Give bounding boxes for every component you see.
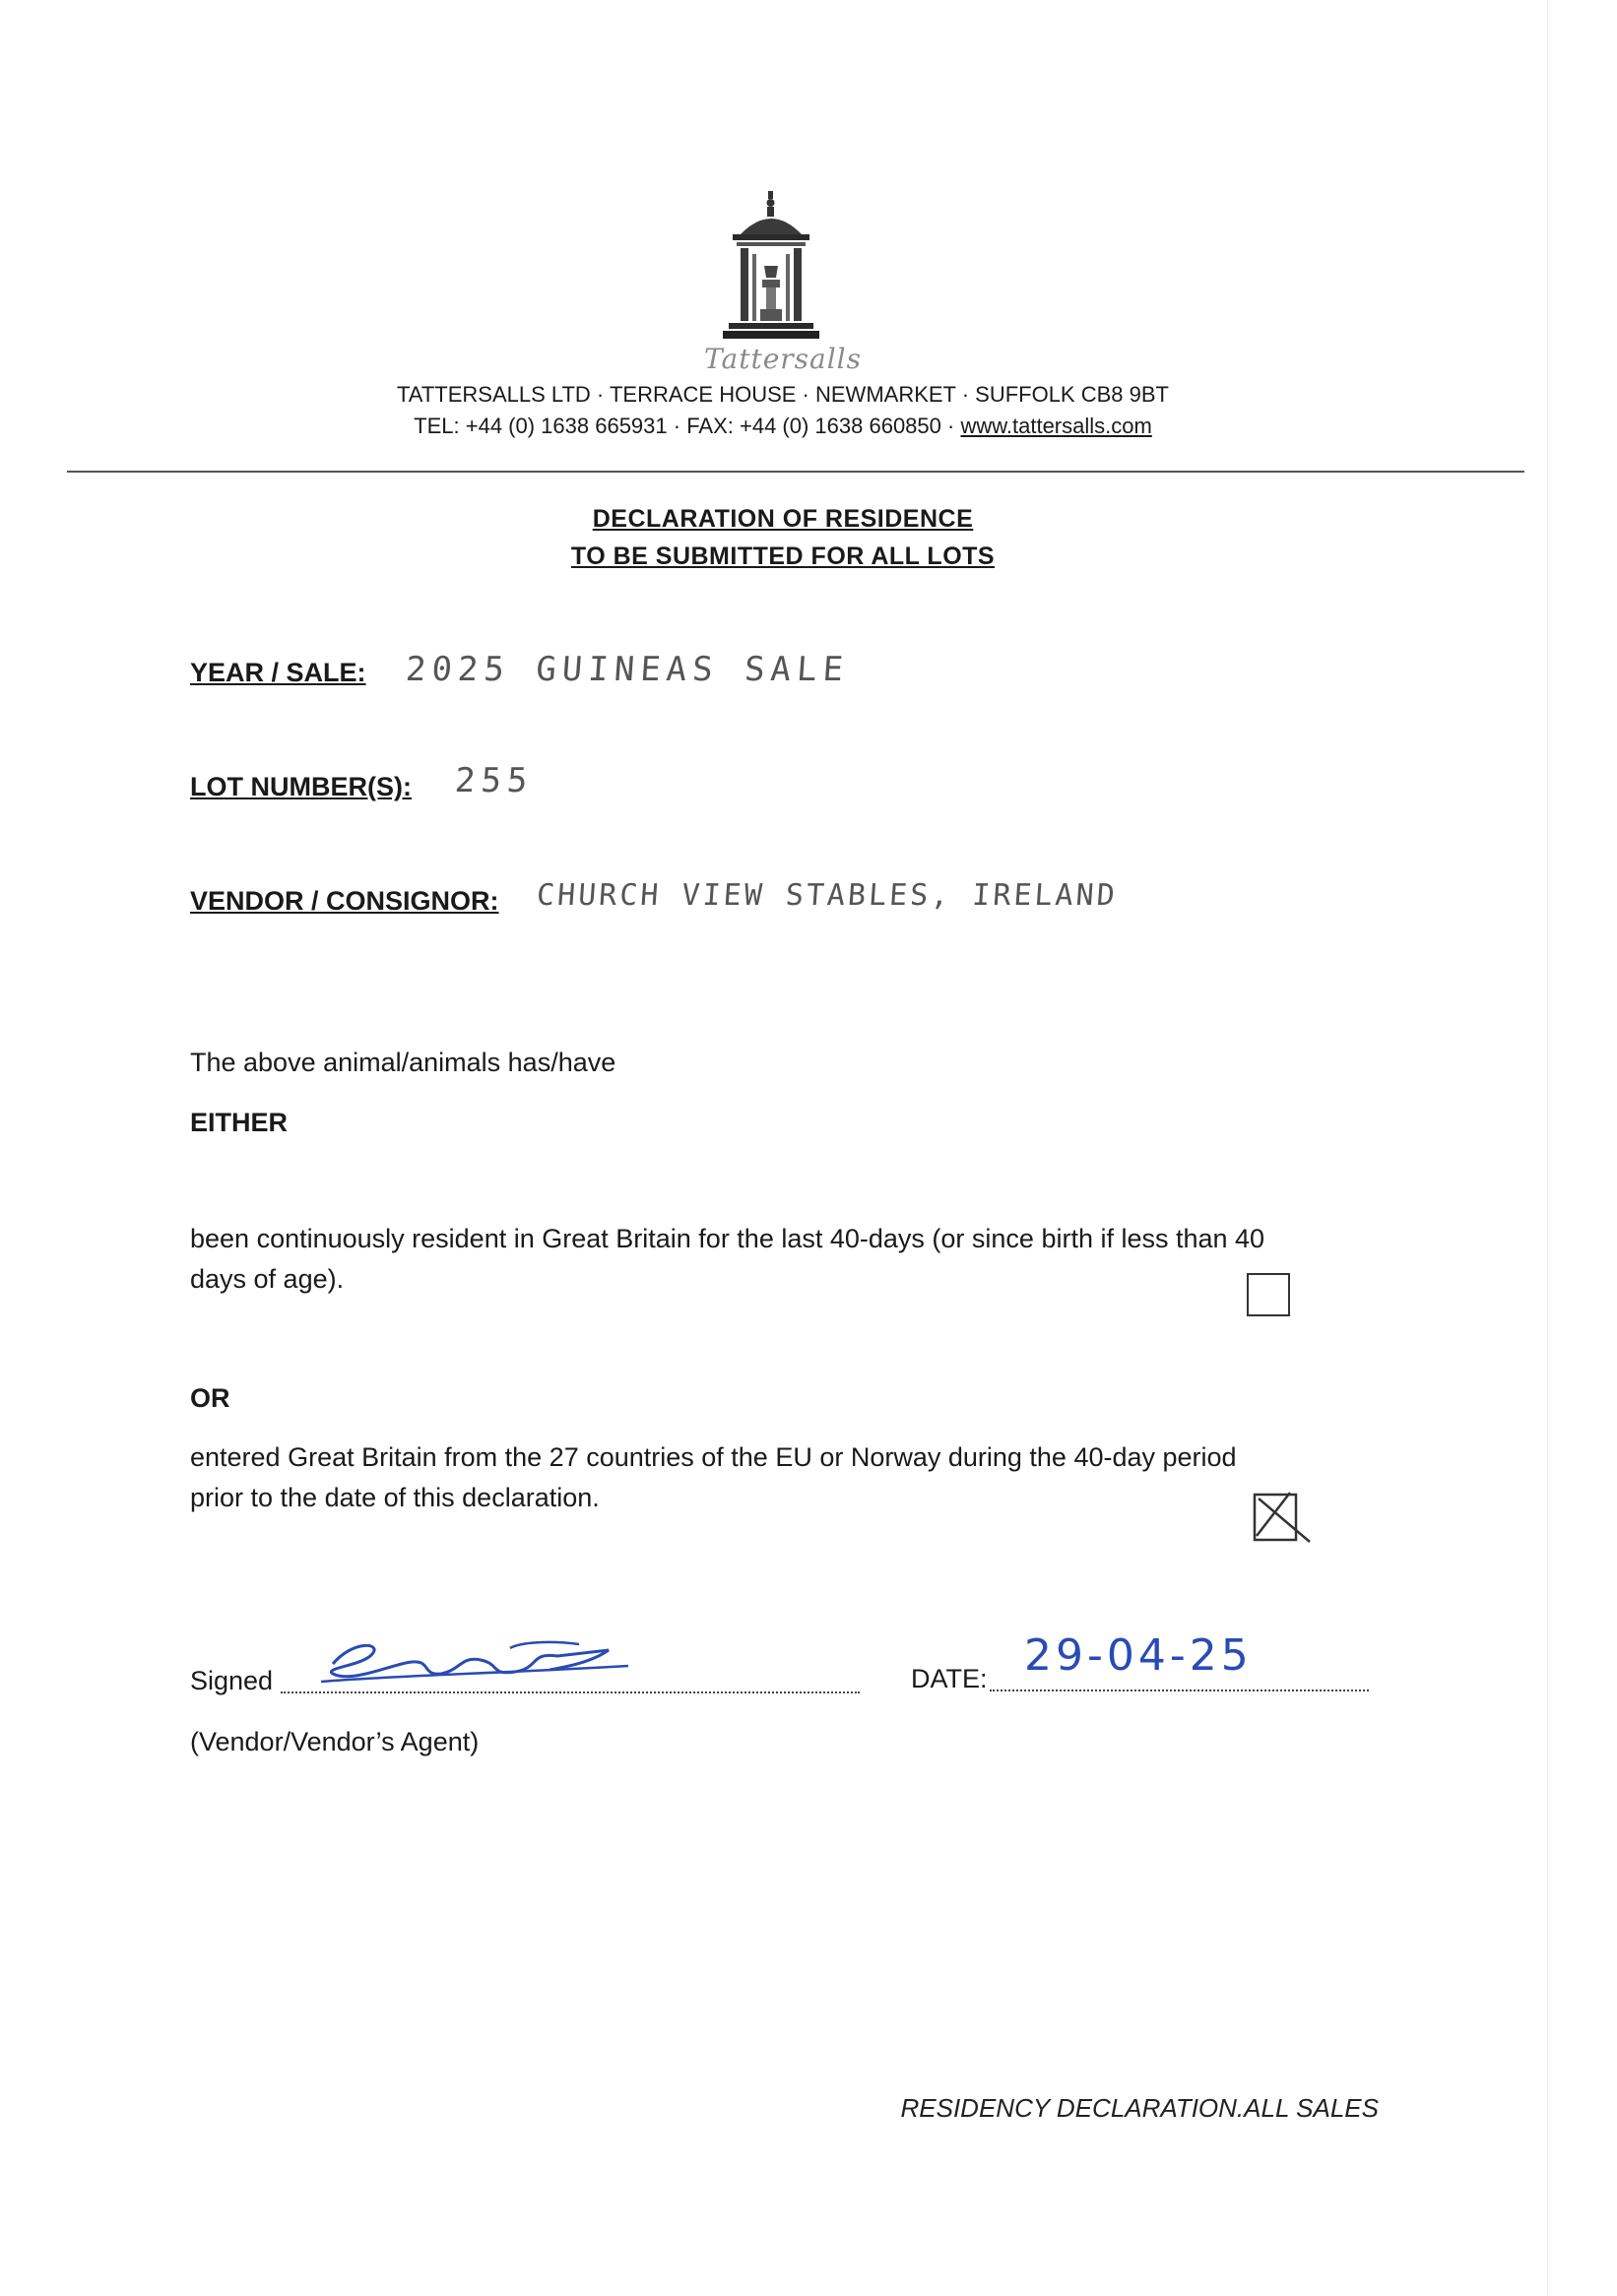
company-contact — [295, 414, 1270, 439]
date-value[interactable]: 29-04-25 — [1024, 1630, 1253, 1681]
signed-label: Signed — [190, 1666, 274, 1695]
form-subtitle: TO BE SUBMITTED FOR ALL LOTS — [570, 542, 996, 570]
option1-line2: days of age). — [190, 1264, 345, 1294]
year-sale-label: YEAR / SALE: — [190, 658, 366, 687]
form-reference: RESIDENCY DECLARATION.ALL SALES — [900, 2093, 1379, 2123]
scan-edge — [1547, 0, 1548, 2296]
option1-line1: been continuously resident in Great Britain for the last 40-days (or since birth if less than 40 — [190, 1224, 1265, 1253]
vendor-label: VENDOR / CONSIGNOR: — [190, 886, 499, 916]
date-line — [990, 1690, 1369, 1691]
option1-text — [190, 1219, 1411, 1300]
form-title: DECLARATION OF RESIDENCE — [592, 505, 974, 533]
option2-text — [190, 1437, 1411, 1518]
option2-line1: entered Great Britain from the 27 countries of the EU or Norway during the 40-day period — [190, 1442, 1237, 1472]
logo-wordmark: Tattersalls — [704, 343, 862, 375]
year-sale-value[interactable]: 2025 GUINEAS SALE — [404, 650, 851, 689]
lot-numbers-label: LOT NUMBER(S): — [190, 772, 412, 801]
vendor-agent-label: (Vendor/Vendor’s Agent) — [190, 1727, 480, 1756]
date-label: DATE: — [911, 1664, 988, 1693]
website-link[interactable]: www.tattersalls.com — [960, 414, 1152, 438]
signature-scribble[interactable] — [313, 1634, 638, 1691]
option2-checkbox[interactable] — [1251, 1487, 1314, 1546]
header-divider — [67, 471, 1524, 473]
checkbox-cross-icon — [1251, 1487, 1314, 1546]
company-address: TATTERSALLS LTD · TERRACE HOUSE · NEWMARKET · SUFFOLK CB8 9BT — [397, 382, 1169, 407]
tattersalls-logo — [707, 189, 835, 356]
lot-numbers-value[interactable]: 255 — [453, 761, 535, 800]
option2-line2: prior to the date of this declaration. — [190, 1483, 600, 1512]
either-label: EITHER — [190, 1108, 289, 1137]
vendor-value[interactable]: CHURCH VIEW STABLES, IRELAND — [535, 878, 1119, 913]
or-label: OR — [190, 1383, 230, 1413]
statement-intro: The above animal/animals has/have — [190, 1048, 616, 1077]
option1-checkbox[interactable] — [1247, 1273, 1290, 1316]
contact-numbers: TEL: +44 (0) 1638 665931 · FAX: +44 (0) 1638 660850 · — [414, 414, 961, 438]
signature-line — [281, 1691, 860, 1693]
